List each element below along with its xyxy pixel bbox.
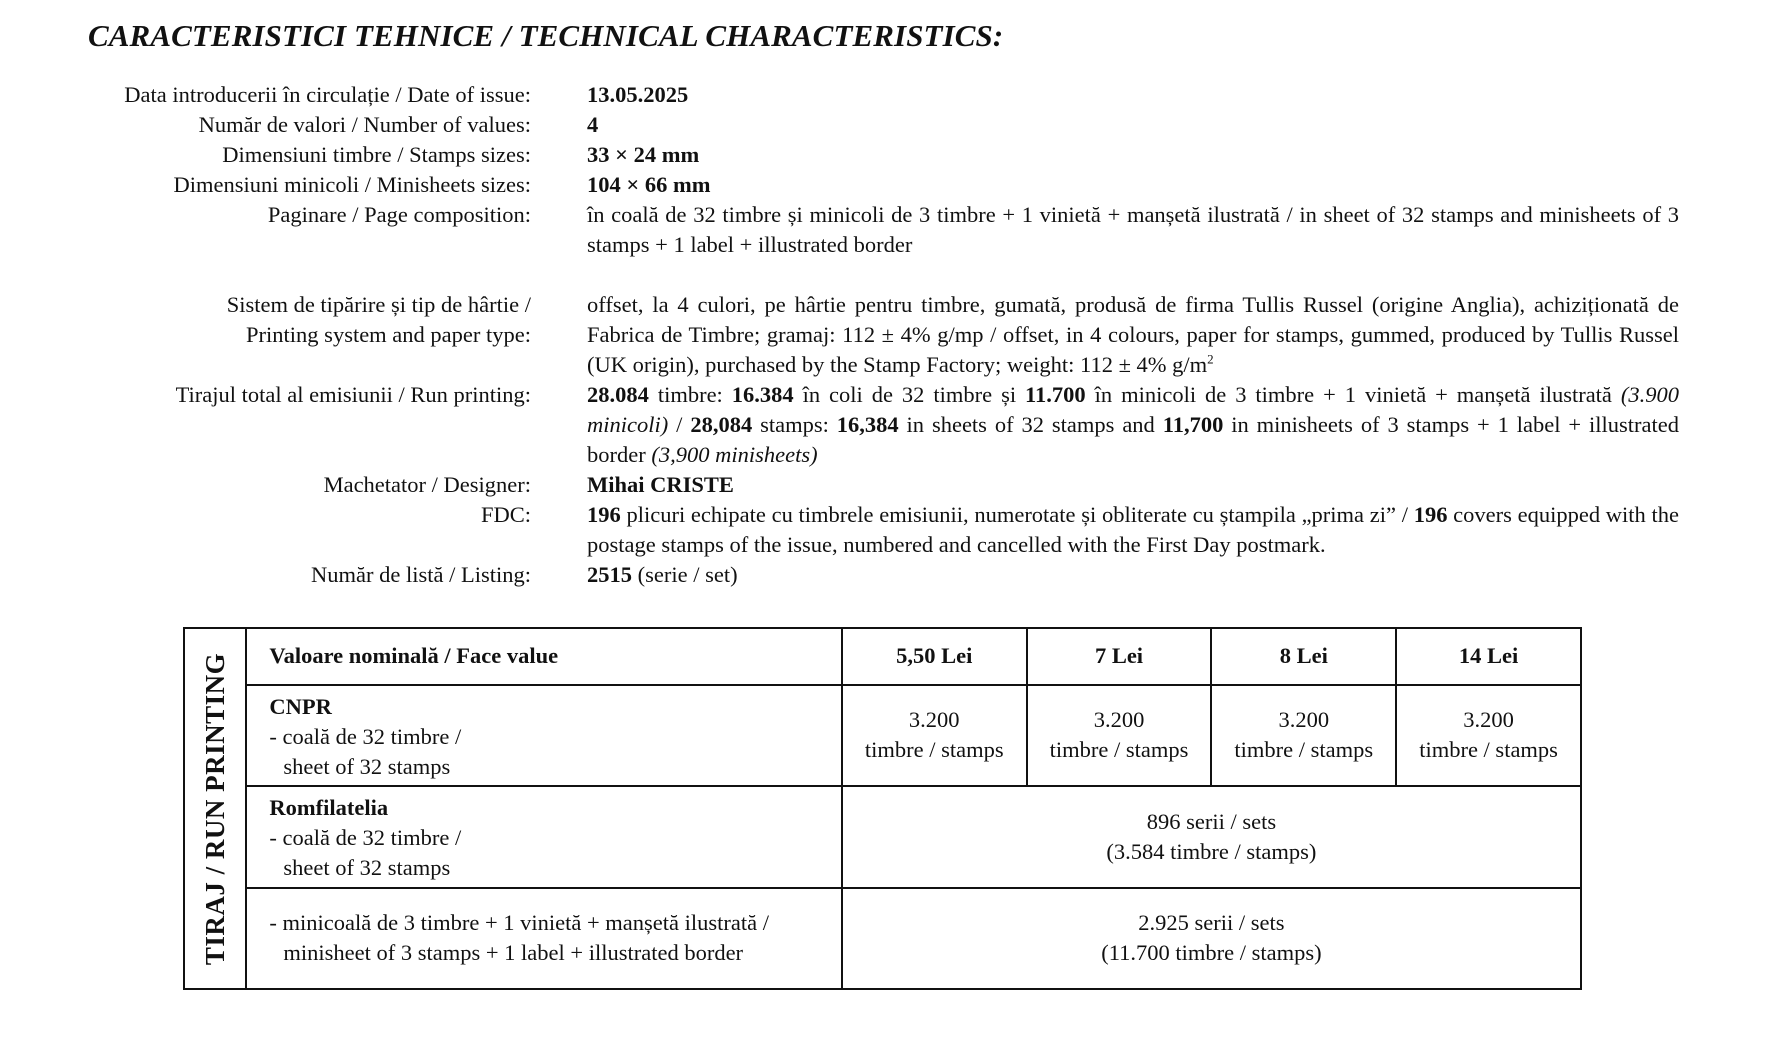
romfilatelia-desc bbox=[246, 786, 841, 887]
table-row-cnpr bbox=[184, 685, 1581, 786]
printing-label-2: Printing system and paper type: bbox=[246, 322, 531, 347]
minisheet-sets: 2.925 serii / sets bbox=[1138, 910, 1285, 936]
cnpr-cell-2-unit: timbre / stamps bbox=[1049, 737, 1189, 763]
face-value-3: 8 Lei bbox=[1211, 628, 1396, 685]
cnpr-cell-3-count: 3.200 bbox=[1278, 707, 1330, 733]
minisheet-value bbox=[842, 888, 1581, 989]
side-label-cell bbox=[184, 628, 246, 989]
page-value: în coală de 32 timbre și minicoli de 3 timbre + 1 vinietă + manșetă ilustrată / in sheet of 32 stamps and minisheets of 3 stamps + 1 label + illustrated border bbox=[587, 202, 1679, 257]
fdc-value bbox=[587, 500, 1679, 560]
page-label: Paginare / Page composition: bbox=[267, 202, 531, 227]
values-label: Număr de valori / Number of values: bbox=[198, 112, 531, 137]
values-value: 4 bbox=[587, 112, 599, 137]
cnpr-cell-4-unit: timbre / stamps bbox=[1419, 737, 1558, 763]
cnpr-desc bbox=[246, 685, 841, 786]
table-header-row bbox=[184, 628, 1581, 685]
face-value-header: Valoare nominală / Face value bbox=[246, 628, 841, 685]
minisheet-size-label: Dimensiuni minicoli / Minisheets sizes: bbox=[173, 172, 531, 197]
cnpr-cell-1-count: 3.200 bbox=[908, 707, 960, 733]
cnpr-cell-4 bbox=[1396, 685, 1581, 786]
date-value: 13.05.2025 bbox=[587, 82, 689, 107]
fdc-text-1: plicuri echipate cu timbrele emisiunii, numerotate și obliterate cu ștampila „prima zi” / bbox=[620, 502, 1414, 527]
romfilatelia-value bbox=[842, 786, 1581, 887]
run-label: Tirajul total al emisiunii / Run printing: bbox=[175, 382, 531, 407]
printing-text: offset, la 4 culori, pe hârtie pentru timbre, gumată, produsă de firma Tullis Russel (origine Anglia), achiziționată de Fabrica de Timbre; gramaj: 112 ± 4% g/mp / offset, in 4 colours, paper for stamps, gummed, produced by Tullis Russel (UK origin), purchased by the Stamp Factory; weight: 112 ± 4% g/m bbox=[587, 292, 1679, 377]
run-text-4: / bbox=[668, 412, 691, 437]
run-bold-6: 11,700 bbox=[1162, 412, 1224, 437]
minisheet-size-value: 104 × 66 mm bbox=[587, 172, 711, 197]
run-italic-1: (3.900 minicoli) bbox=[587, 382, 1679, 437]
printing-superscript: 2 bbox=[1207, 351, 1214, 367]
fdc-label: FDC: bbox=[480, 502, 531, 527]
face-value-1: 5,50 Lei bbox=[842, 628, 1027, 685]
face-value-2: 7 Lei bbox=[1027, 628, 1212, 685]
listing-value bbox=[587, 560, 1679, 590]
cnpr-cell-4-count: 3.200 bbox=[1463, 707, 1514, 733]
run-text-2: în coli de 32 timbre și bbox=[793, 382, 1026, 407]
minisheet-line-1: - minicoală de 3 timbre + 1 vinietă + manșetă ilustrată / bbox=[269, 910, 769, 936]
minisheet-line-2: minisheet of 3 stamps + 1 label + illustrated border bbox=[283, 940, 744, 966]
cnpr-line-1: - coală de 32 timbre / bbox=[269, 723, 462, 749]
fdc-bold-1: 196 bbox=[587, 502, 621, 527]
run-printing-table bbox=[183, 627, 1582, 990]
printing-label-1: Sistem de tipărire și tip de hârtie / bbox=[226, 292, 531, 317]
table-row-romfilatelia bbox=[184, 786, 1581, 887]
run-bold-4: 28,084 bbox=[690, 412, 753, 437]
romfilatelia-stamps: (3.584 timbre / stamps) bbox=[1106, 838, 1317, 864]
run-text-1: timbre: bbox=[648, 382, 732, 407]
listing-number: 2515 bbox=[587, 562, 632, 587]
designer-value: Mihai CRISTE bbox=[587, 472, 734, 497]
run-text-6: in sheets of 32 stamps and bbox=[898, 412, 1163, 437]
cnpr-cell-3-unit: timbre / stamps bbox=[1234, 737, 1374, 763]
cnpr-cell-2 bbox=[1027, 685, 1212, 786]
face-value-4: 14 Lei bbox=[1396, 628, 1581, 685]
cnpr-cell-2-count: 3.200 bbox=[1093, 707, 1145, 733]
run-italic-2: (3,900 minisheets) bbox=[651, 442, 818, 467]
side-label: TIRAJ / RUN PRINTING bbox=[200, 652, 231, 965]
fdc-text-2: covers equipped with the postage stamps of the issue, numbered and cancelled with the First Day postmark. bbox=[587, 502, 1680, 557]
cnpr-line-2: sheet of 32 stamps bbox=[283, 753, 451, 779]
run-text-7: in minisheets of 3 stamps + 1 label + illustrated border bbox=[587, 412, 1679, 467]
stamp-size-label: Dimensiuni timbre / Stamps sizes: bbox=[222, 142, 531, 167]
cnpr-name: CNPR bbox=[269, 693, 332, 719]
cnpr-cell-1 bbox=[842, 685, 1027, 786]
listing-text: (serie / set) bbox=[632, 562, 738, 587]
minisheet-stamps: (11.700 timbre / stamps) bbox=[1101, 940, 1322, 966]
designer-label: Machetator / Designer: bbox=[323, 472, 531, 497]
listing-label: Număr de listă / Listing: bbox=[311, 562, 531, 587]
romfilatelia-line-1: - coală de 32 timbre / bbox=[269, 825, 462, 851]
page-title: CARACTERISTICI TEHNICE / TECHNICAL CHARACTERISTICS: bbox=[88, 18, 1004, 53]
run-bold-2: 16.384 bbox=[731, 382, 794, 407]
run-bold-3: 11.700 bbox=[1025, 382, 1086, 407]
romfilatelia-line-2: sheet of 32 stamps bbox=[283, 855, 451, 881]
cnpr-cell-3 bbox=[1211, 685, 1396, 786]
romfilatelia-name: Romfilatelia bbox=[269, 795, 389, 821]
run-value bbox=[587, 380, 1679, 470]
run-bold-5: 16,384 bbox=[836, 412, 899, 437]
run-bold-1: 28.084 bbox=[587, 382, 649, 407]
romfilatelia-sets: 896 serii / sets bbox=[1146, 808, 1277, 834]
date-label: Data introducerii în circulație / Date of issue: bbox=[124, 82, 531, 107]
minisheet-desc bbox=[246, 888, 841, 989]
cnpr-cell-1-unit: timbre / stamps bbox=[864, 737, 1004, 763]
fdc-bold-2: 196 bbox=[1413, 502, 1448, 527]
run-text-3: în minicoli de 3 timbre + 1 vinietă + manșetă ilustrată bbox=[1085, 382, 1621, 407]
printing-value bbox=[587, 290, 1679, 380]
run-text-5: stamps: bbox=[752, 412, 837, 437]
table-row-minisheet bbox=[184, 888, 1581, 989]
stamp-size-value: 33 × 24 mm bbox=[587, 142, 700, 167]
